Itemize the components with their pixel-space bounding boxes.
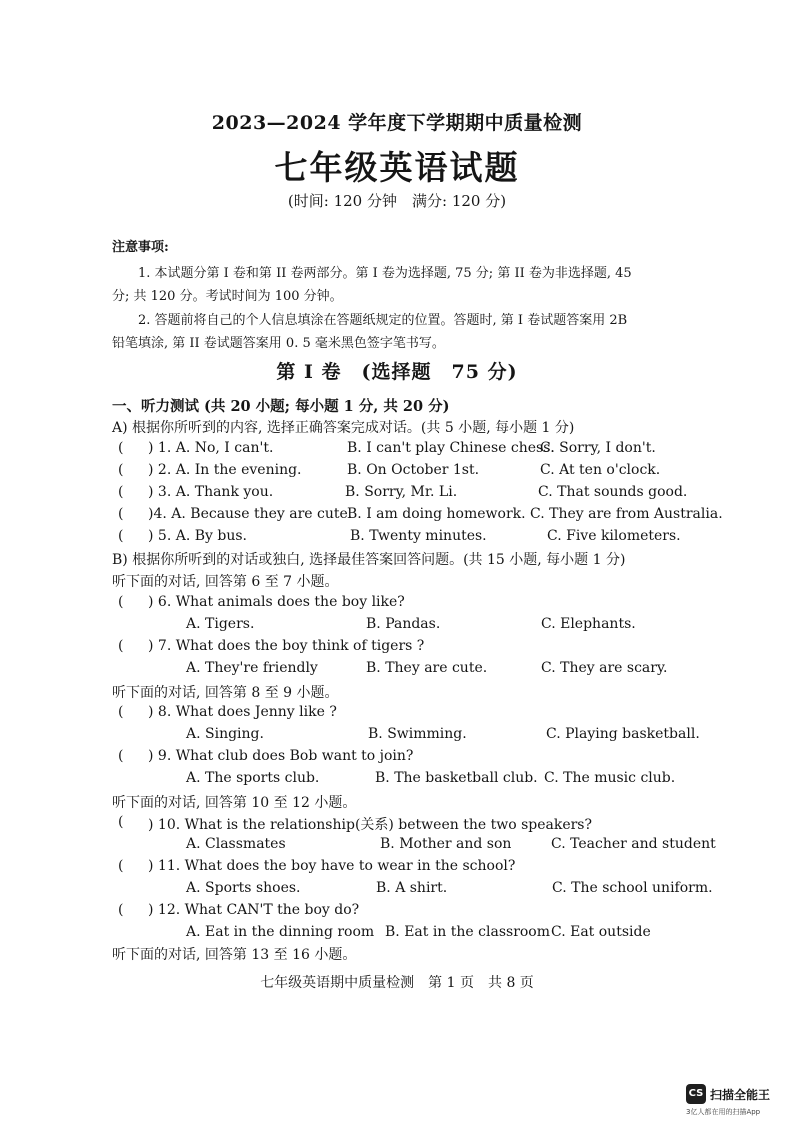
question-stem: ) 9. What club does Bob want to join? bbox=[148, 748, 414, 764]
question-stem: ) 6. What animals does the boy like? bbox=[148, 594, 405, 610]
question-option-b: B. They are cute. bbox=[366, 660, 488, 676]
answer-paren: ( bbox=[118, 484, 124, 500]
question-option-b: B. I can't play Chinese chess. bbox=[347, 440, 555, 456]
note-line: 铅笔填涂, 第 II 卷试题答案用 0. 5 毫米黑色签字笔书写。 bbox=[112, 336, 445, 351]
question-option-a: A. The sports club. bbox=[186, 770, 320, 786]
question-option-b: B. On October 1st. bbox=[347, 462, 480, 478]
question-option-c: C. Playing basketball. bbox=[546, 726, 700, 742]
question-option-a: A. Classmates bbox=[186, 836, 286, 852]
answer-paren: ( bbox=[118, 506, 124, 522]
scanner-tagline: 3亿人都在用的扫描App bbox=[686, 1108, 761, 1116]
question-option-c: C. They are from Australia. bbox=[530, 506, 723, 522]
question-option-c: C. That sounds good. bbox=[538, 484, 688, 500]
answer-paren: ( bbox=[118, 528, 124, 544]
note-line: 分; 共 120 分。考试时间为 100 分钟。 bbox=[112, 289, 343, 304]
question-option-a: ) 5. A. By bus. bbox=[148, 528, 247, 544]
section-a-instruction: A) 根据你所听到的内容, 选择正确答案完成对话。(共 5 小题, 每小题 1 分) bbox=[112, 420, 575, 436]
question-option-c: C. The school uniform. bbox=[552, 880, 713, 896]
notes-heading: 注意事项: bbox=[112, 240, 169, 255]
question-option-b: B. Sorry, Mr. Li. bbox=[345, 484, 458, 500]
question-option-a: A. Eat in the dinning room bbox=[186, 924, 375, 940]
question-option-a: ) 2. A. In the evening. bbox=[148, 462, 302, 478]
exam-time-score: (时间: 120 分钟 满分: 120 分) bbox=[287, 192, 507, 210]
question-option-b: B. Eat in the classroom bbox=[385, 924, 551, 940]
group-intro: 听下面的对话, 回答第 6 至 7 小题。 bbox=[112, 574, 339, 590]
question-option-b: B. Mother and son bbox=[380, 836, 512, 852]
question-option-a: ) 3. A. Thank you. bbox=[148, 484, 274, 500]
scanner-logo-icon: CS bbox=[686, 1084, 706, 1104]
question-stem: ) 12. What CAN'T the boy do? bbox=[148, 902, 360, 918]
answer-paren: ( bbox=[118, 462, 124, 478]
note-line: 2. 答题前将自己的个人信息填涂在答题纸规定的位置。答题时, 第 I 卷试题答案用 2B bbox=[138, 313, 628, 328]
question-option-b: B. Twenty minutes. bbox=[350, 528, 487, 544]
question-option-a: A. Tigers. bbox=[186, 616, 255, 632]
question-option-b: B. A shirt. bbox=[376, 880, 448, 896]
answer-paren: ( bbox=[118, 440, 124, 456]
answer-paren: ( bbox=[118, 748, 124, 764]
section-title: 一、听力测试 (共 20 小题; 每小题 1 分, 共 20 分) bbox=[112, 398, 450, 415]
question-option-a: ) 1. A. No, I can't. bbox=[148, 440, 274, 456]
group-intro: 听下面的对话, 回答第 8 至 9 小题。 bbox=[112, 685, 339, 701]
question-option-c: C. Sorry, I don't. bbox=[540, 440, 656, 456]
question-option-c: C. Elephants. bbox=[541, 616, 636, 632]
question-stem: ) 7. What does the boy think of tigers ? bbox=[148, 638, 425, 654]
page-footer: 七年级英语期中质量检测 第 1 页 共 8 页 bbox=[260, 975, 534, 991]
section-b-instruction: B) 根据你所听到的对话或独白, 选择最佳答案回答问题。(共 15 小题, 每小题 1 分) bbox=[112, 552, 626, 568]
question-option-c: C. Eat outside bbox=[551, 924, 651, 940]
question-option-a: A. Sports shoes. bbox=[186, 880, 301, 896]
question-option-c: C. At ten o'clock. bbox=[540, 462, 661, 478]
part-title: 第 I 卷 (选择题 75 分) bbox=[276, 361, 518, 383]
note-line: 1. 本试题分第 I 卷和第 II 卷两部分。第 I 卷为选择题, 75 分; 第 II 卷为非选择题, 45 bbox=[138, 266, 632, 281]
question-stem: ) 11. What does the boy have to wear in the school? bbox=[148, 858, 516, 874]
exam-title: 七年级英语试题 bbox=[274, 148, 520, 187]
answer-paren: ( bbox=[118, 858, 124, 874]
question-option-b: B. Swimming. bbox=[368, 726, 467, 742]
exam-header: 2023—2024 学年度下学期期中质量检测 bbox=[211, 112, 583, 134]
question-option-b: B. Pandas. bbox=[366, 616, 441, 632]
answer-paren: ( bbox=[118, 594, 124, 610]
group-intro: 听下面的对话, 回答第 10 至 12 小题。 bbox=[112, 795, 357, 811]
answer-paren: ( bbox=[118, 902, 124, 918]
question-option-c: C. They are scary. bbox=[541, 660, 668, 676]
question-stem: ) 8. What does Jenny like ? bbox=[148, 704, 337, 720]
question-option-c: C. The music club. bbox=[544, 770, 676, 786]
question-option-a: A. Singing. bbox=[186, 726, 264, 742]
scanner-app-name: 扫描全能王 bbox=[710, 1088, 771, 1102]
question-option-c: C. Teacher and student bbox=[551, 836, 716, 852]
question-option-b: B. I am doing homework. bbox=[347, 506, 526, 522]
question-option-a: A. They're friendly bbox=[186, 660, 318, 676]
answer-paren: ( bbox=[118, 814, 124, 830]
answer-paren: ( bbox=[118, 704, 124, 720]
question-stem: ) 10. What is the relationship(关系) between the two speakers? bbox=[148, 817, 593, 833]
question-option-b: B. The basketball club. bbox=[375, 770, 538, 786]
question-option-c: C. Five kilometers. bbox=[547, 528, 681, 544]
question-option-a: )4. A. Because they are cute. bbox=[148, 506, 353, 522]
answer-paren: ( bbox=[118, 638, 124, 654]
group-intro: 听下面的对话, 回答第 13 至 16 小题。 bbox=[112, 947, 357, 963]
